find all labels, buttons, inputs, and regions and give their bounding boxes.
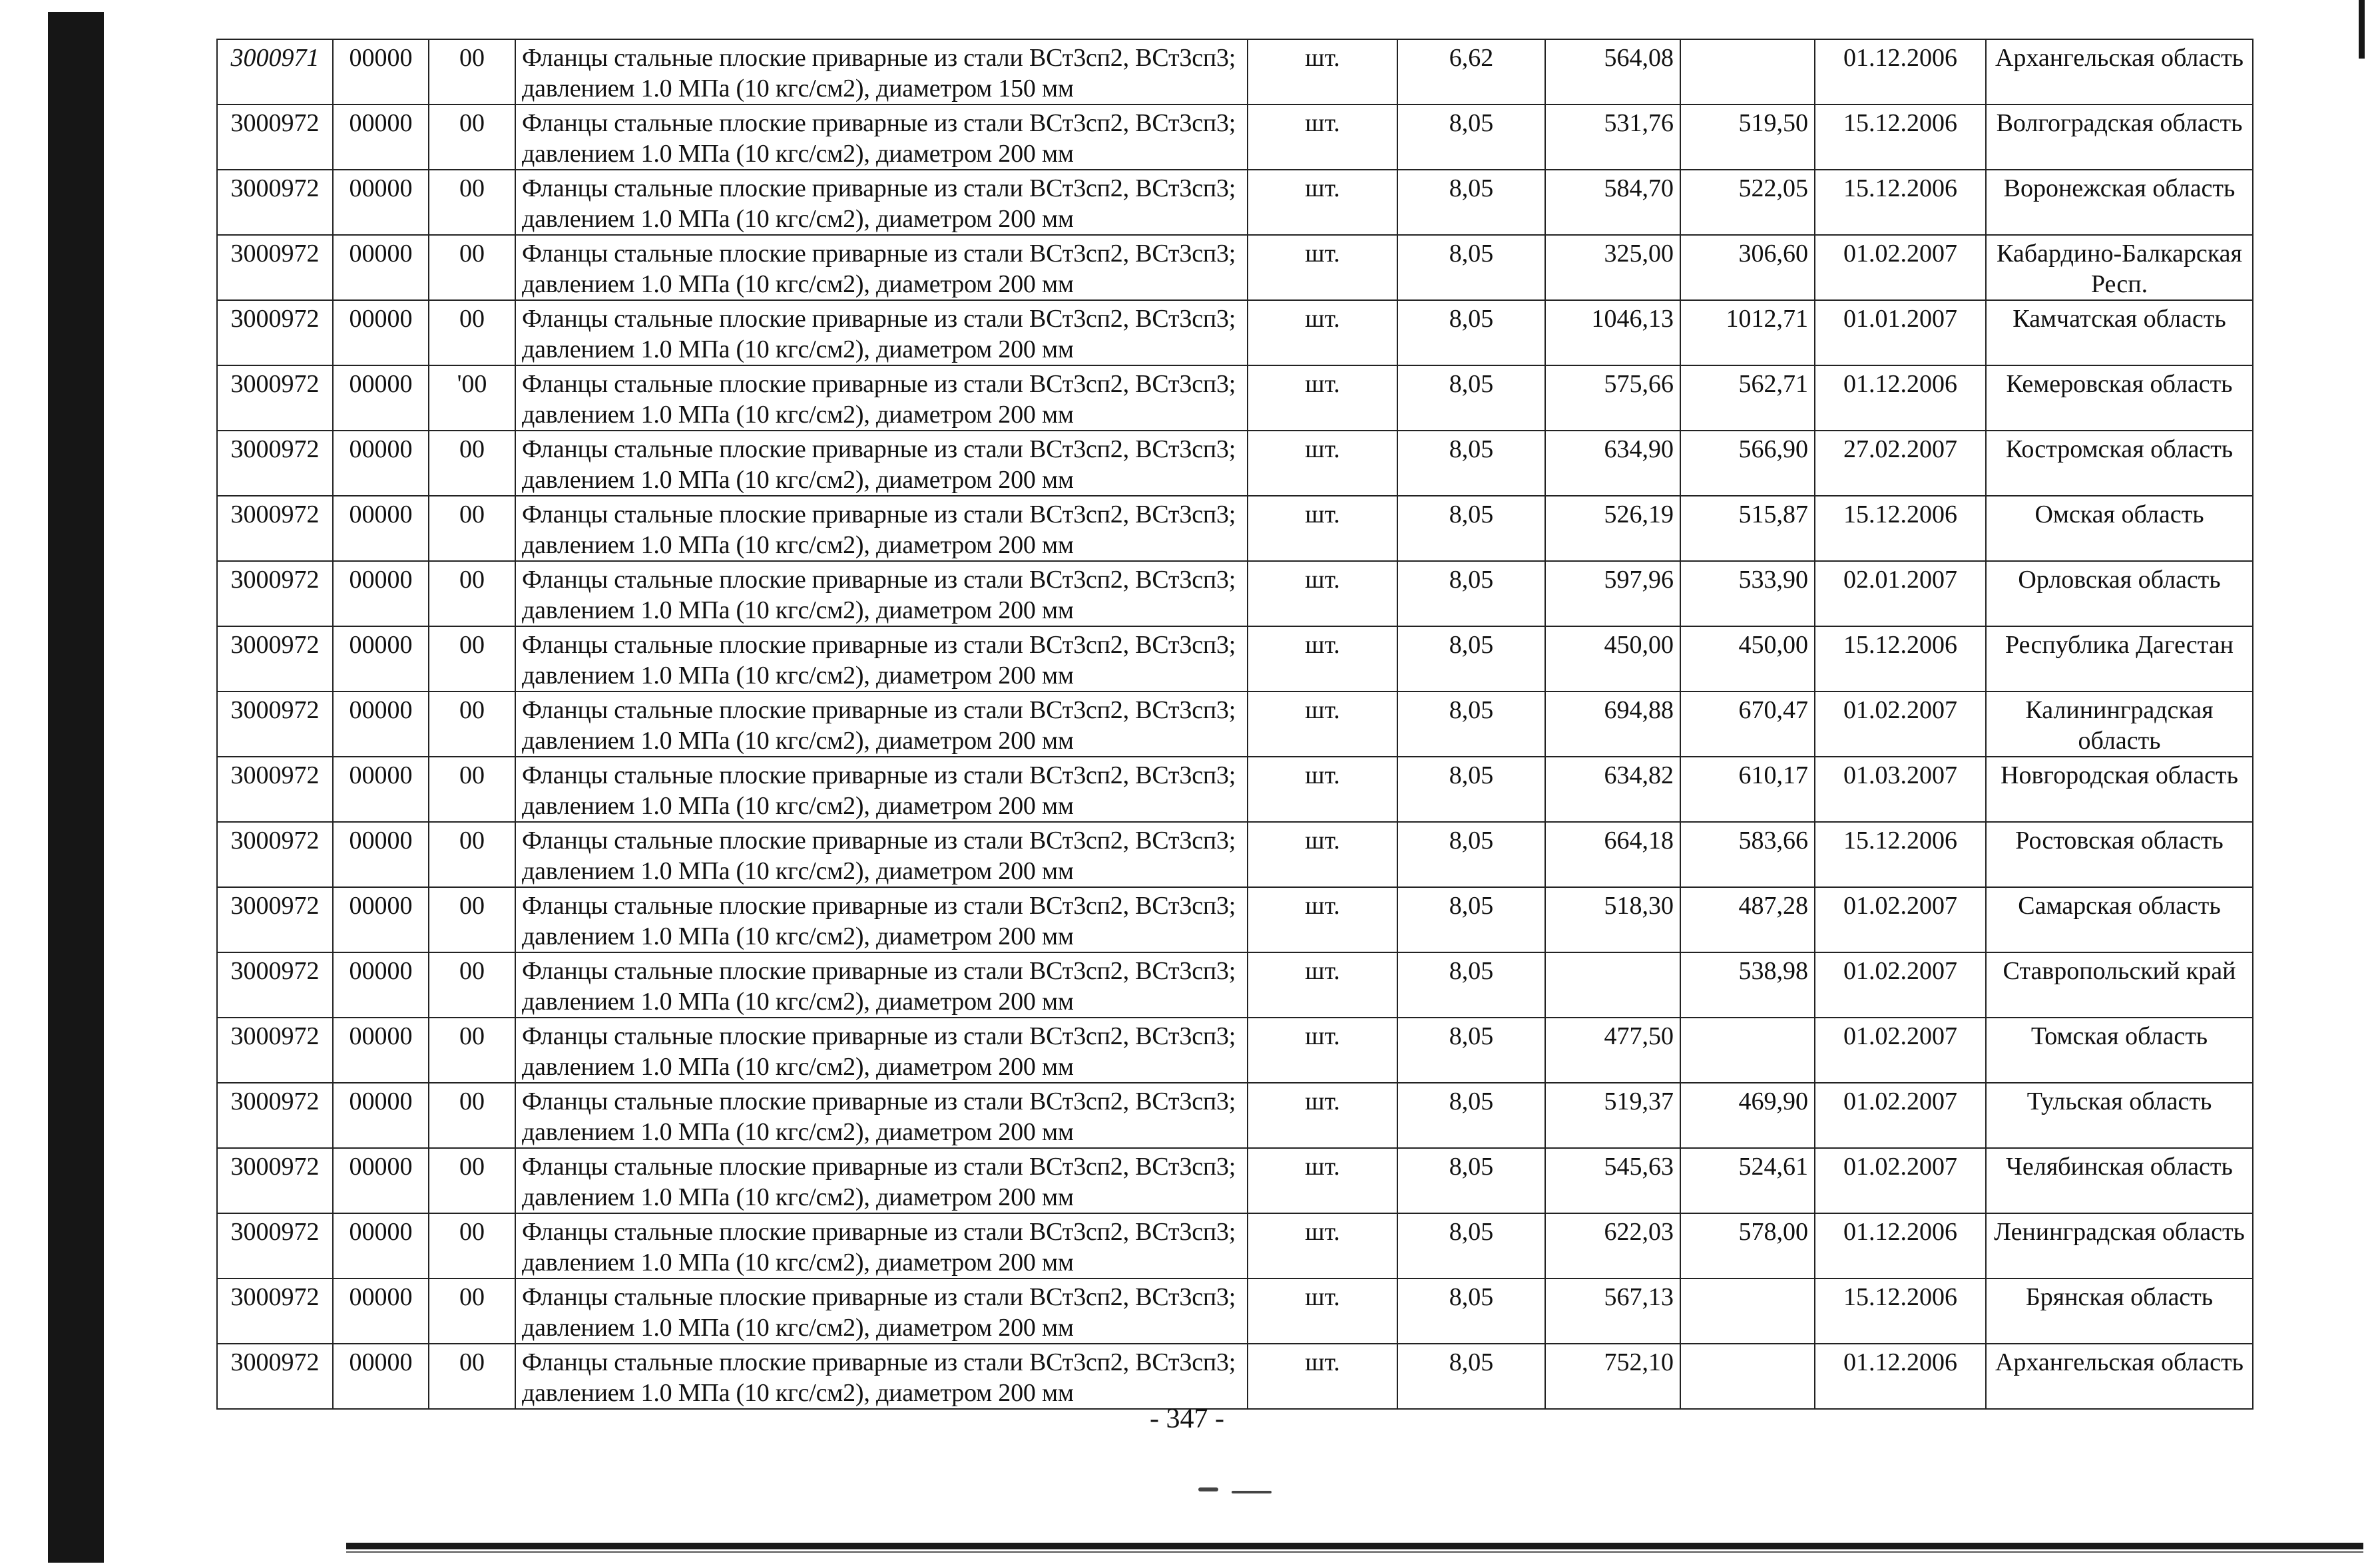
cell-unit: шт. [1248,1344,1397,1409]
cell-variant: 00 [429,757,515,822]
cell-description: Фланцы стальные плоские приварные из стали ВСт3сп2, ВСт3сп3; давлением 1.0 МПа (10 кгс/см2), диаметром 150 мм [515,39,1248,104]
cell-price-1: 597,96 [1545,561,1680,626]
table-row [217,39,2253,104]
cell-price-2: 610,17 [1680,757,1815,822]
cell-description: Фланцы стальные плоские приварные из стали ВСт3сп2, ВСт3сп3; давлением 1.0 МПа (10 кгс/см2), диаметром 200 мм [515,1018,1248,1083]
table-row [217,626,2253,691]
cell-date: 15.12.2006 [1815,1278,1986,1344]
cell-price-1 [1545,952,1680,1018]
cell-price-2: 522,05 [1680,170,1815,235]
scan-smudge [1198,1487,1218,1491]
cell-variant: 00 [429,691,515,757]
cell-code: 3000972 [217,1148,333,1213]
cell-price-2: 670,47 [1680,691,1815,757]
cell-price-1: 518,30 [1545,887,1680,952]
cell-unit: шт. [1248,1148,1397,1213]
cell-weight: 8,05 [1397,757,1545,822]
cell-code: 3000972 [217,1344,333,1409]
cell-date: 01.02.2007 [1815,1018,1986,1083]
cell-price-1: 450,00 [1545,626,1680,691]
cell-price-1: 622,03 [1545,1213,1680,1278]
cell-variant: 00 [429,1148,515,1213]
cell-price-1: 694,88 [1545,691,1680,757]
cell-region: Кемеровская область [1986,365,2253,431]
cell-weight: 8,05 [1397,431,1545,496]
table-row [217,235,2253,300]
cell-price-2: 515,87 [1680,496,1815,561]
cell-region: Ростовская область [1986,822,2253,887]
cell-weight: 8,05 [1397,952,1545,1018]
scan-edge-shadow [48,12,104,1563]
cell-code: 3000972 [217,691,333,757]
cell-price-1: 584,70 [1545,170,1680,235]
cell-subcode: 00000 [333,561,429,626]
cell-weight: 8,05 [1397,1278,1545,1344]
cell-unit: шт. [1248,431,1397,496]
cell-region: Тульская область [1986,1083,2253,1148]
cell-unit: шт. [1248,691,1397,757]
cell-region: Новгородская область [1986,757,2253,822]
cell-weight: 8,05 [1397,300,1545,365]
cell-subcode: 00000 [333,104,429,170]
cell-subcode: 00000 [333,365,429,431]
cell-price-2: 487,28 [1680,887,1815,952]
cell-code: 3000972 [217,235,333,300]
cell-price-1: 1046,13 [1545,300,1680,365]
cell-subcode: 00000 [333,1148,429,1213]
cell-weight: 8,05 [1397,1148,1545,1213]
bottom-rule [346,1543,2363,1549]
cell-subcode: 00000 [333,1278,429,1344]
cell-weight: 8,05 [1397,887,1545,952]
cell-weight: 8,05 [1397,561,1545,626]
cell-code: 3000972 [217,822,333,887]
cell-description: Фланцы стальные плоские приварные из стали ВСт3сп2, ВСт3сп3; давлением 1.0 МПа (10 кгс/см2), диаметром 200 мм [515,626,1248,691]
cell-price-2: 578,00 [1680,1213,1815,1278]
cell-description: Фланцы стальные плоские приварные из стали ВСт3сп2, ВСт3сп3; давлением 1.0 МПа (10 кгс/см2), диаметром 200 мм [515,300,1248,365]
cell-date: 15.12.2006 [1815,626,1986,691]
cell-unit: шт. [1248,496,1397,561]
cell-date: 15.12.2006 [1815,104,1986,170]
cell-subcode: 00000 [333,300,429,365]
cell-subcode: 00000 [333,822,429,887]
cell-price-1: 752,10 [1545,1344,1680,1409]
table-row [217,104,2253,170]
cell-subcode: 00000 [333,235,429,300]
cell-date: 01.03.2007 [1815,757,1986,822]
cell-subcode: 00000 [333,1018,429,1083]
table-row [217,1083,2253,1148]
cell-price-2: 533,90 [1680,561,1815,626]
cell-code: 3000972 [217,1213,333,1278]
cell-unit: шт. [1248,887,1397,952]
cell-date: 01.02.2007 [1815,691,1986,757]
cell-description: Фланцы стальные плоские приварные из стали ВСт3сп2, ВСт3сп3; давлением 1.0 МПа (10 кгс/см2), диаметром 200 мм [515,757,1248,822]
table-row [217,496,2253,561]
cell-region: Воронежская область [1986,170,2253,235]
cell-region: Орловская область [1986,561,2253,626]
cell-subcode: 00000 [333,691,429,757]
cell-date: 15.12.2006 [1815,170,1986,235]
cell-weight: 8,05 [1397,496,1545,561]
cell-price-2: 519,50 [1680,104,1815,170]
cell-region: Брянская область [1986,1278,2253,1344]
cell-variant: 00 [429,300,515,365]
cell-code: 3000972 [217,561,333,626]
cell-region: Самарская область [1986,887,2253,952]
cell-price-1: 545,63 [1545,1148,1680,1213]
cell-region: Ленинградская область [1986,1213,2253,1278]
cell-price-1: 634,82 [1545,757,1680,822]
cell-description: Фланцы стальные плоские приварные из стали ВСт3сп2, ВСт3сп3; давлением 1.0 МПа (10 кгс/см2), диаметром 200 мм [515,822,1248,887]
cell-description: Фланцы стальные плоские приварные из стали ВСт3сп2, ВСт3сп3; давлением 1.0 МПа (10 кгс/см2), диаметром 200 мм [515,431,1248,496]
cell-variant: 00 [429,1278,515,1344]
cell-unit: шт. [1248,822,1397,887]
cell-date: 01.02.2007 [1815,1148,1986,1213]
cell-subcode: 00000 [333,887,429,952]
cell-variant: 00 [429,561,515,626]
cell-subcode: 00000 [333,496,429,561]
scan-edge-mark [2359,0,2365,59]
cell-description: Фланцы стальные плоские приварные из стали ВСт3сп2, ВСт3сп3; давлением 1.0 МПа (10 кгс/см2), диаметром 200 мм [515,170,1248,235]
cell-variant: 00 [429,431,515,496]
cell-price-1: 575,66 [1545,365,1680,431]
cell-code: 3000972 [217,626,333,691]
cell-variant: 00 [429,235,515,300]
cell-date: 02.01.2007 [1815,561,1986,626]
cell-date: 01.02.2007 [1815,1083,1986,1148]
cell-unit: шт. [1248,952,1397,1018]
cell-description: Фланцы стальные плоские приварные из стали ВСт3сп2, ВСт3сп3; давлением 1.0 МПа (10 кгс/см2), диаметром 200 мм [515,887,1248,952]
cell-description: Фланцы стальные плоские приварные из стали ВСт3сп2, ВСт3сп3; давлением 1.0 МПа (10 кгс/см2), диаметром 200 мм [515,496,1248,561]
cell-price-2 [1680,39,1815,104]
cell-variant: 00 [429,104,515,170]
cell-price-1: 325,00 [1545,235,1680,300]
bottom-rule-thin [346,1551,2363,1553]
cell-region: Костромская область [1986,431,2253,496]
cell-price-2: 562,71 [1680,365,1815,431]
cell-variant: 00 [429,952,515,1018]
table-row [217,757,2253,822]
cell-unit: шт. [1248,235,1397,300]
cell-price-2 [1680,1278,1815,1344]
cell-unit: шт. [1248,39,1397,104]
cell-unit: шт. [1248,1083,1397,1148]
table-row [217,561,2253,626]
cell-date: 01.12.2006 [1815,1213,1986,1278]
table-row [217,887,2253,952]
table-row [217,952,2253,1018]
cell-unit: шт. [1248,1213,1397,1278]
cell-description: Фланцы стальные плоские приварные из стали ВСт3сп2, ВСт3сп3; давлением 1.0 МПа (10 кгс/см2), диаметром 200 мм [515,1278,1248,1344]
cell-weight: 8,05 [1397,822,1545,887]
table-row [217,1344,2253,1409]
scan-smudge [1232,1491,1272,1493]
cell-variant: 00 [429,822,515,887]
cell-code: 3000972 [217,365,333,431]
cell-price-1: 564,08 [1545,39,1680,104]
cell-description: Фланцы стальные плоские приварные из стали ВСт3сп2, ВСт3сп3; давлением 1.0 МПа (10 кгс/см2), диаметром 200 мм [515,1148,1248,1213]
cell-region: Волгоградская область [1986,104,2253,170]
cell-region: Омская область [1986,496,2253,561]
cell-price-2: 566,90 [1680,431,1815,496]
cell-description: Фланцы стальные плоские приварные из стали ВСт3сп2, ВСт3сп3; давлением 1.0 МПа (10 кгс/см2), диаметром 200 мм [515,1344,1248,1409]
cell-variant: 00 [429,1213,515,1278]
cell-price-2 [1680,1344,1815,1409]
cell-unit: шт. [1248,300,1397,365]
cell-price-2: 469,90 [1680,1083,1815,1148]
cell-description: Фланцы стальные плоские приварные из стали ВСт3сп2, ВСт3сп3; давлением 1.0 МПа (10 кгс/см2), диаметром 200 мм [515,691,1248,757]
cell-unit: шт. [1248,561,1397,626]
table-row [217,300,2253,365]
table-row [217,1278,2253,1344]
cell-weight: 8,05 [1397,1344,1545,1409]
price-table [216,39,2254,1410]
cell-price-1: 477,50 [1545,1018,1680,1083]
cell-code: 3000971 [217,39,333,104]
cell-price-2: 306,60 [1680,235,1815,300]
cell-weight: 8,05 [1397,104,1545,170]
cell-description: Фланцы стальные плоские приварные из стали ВСт3сп2, ВСт3сп3; давлением 1.0 МПа (10 кгс/см2), диаметром 200 мм [515,1213,1248,1278]
cell-weight: 8,05 [1397,1213,1545,1278]
table-row [217,1018,2253,1083]
cell-subcode: 00000 [333,1083,429,1148]
cell-region: Томская область [1986,1018,2253,1083]
cell-code: 3000972 [217,1278,333,1344]
page-number: - 347 - [1150,1404,1224,1434]
cell-unit: шт. [1248,757,1397,822]
cell-description: Фланцы стальные плоские приварные из стали ВСт3сп2, ВСт3сп3; давлением 1.0 МПа (10 кгс/см2), диаметром 200 мм [515,104,1248,170]
cell-variant: 00 [429,1344,515,1409]
cell-weight: 8,05 [1397,691,1545,757]
cell-price-2: 538,98 [1680,952,1815,1018]
cell-unit: шт. [1248,365,1397,431]
cell-description: Фланцы стальные плоские приварные из стали ВСт3сп2, ВСт3сп3; давлением 1.0 МПа (10 кгс/см2), диаметром 200 мм [515,1083,1248,1148]
table-row [217,170,2253,235]
cell-subcode: 00000 [333,431,429,496]
cell-region: Ставропольский край [1986,952,2253,1018]
cell-code: 3000972 [217,170,333,235]
table-row [217,431,2253,496]
cell-region: Челябинская область [1986,1148,2253,1213]
cell-price-2: 1012,71 [1680,300,1815,365]
cell-date: 01.02.2007 [1815,235,1986,300]
cell-region: Калининградская область [1986,691,2253,757]
cell-unit: шт. [1248,104,1397,170]
cell-unit: шт. [1248,1278,1397,1344]
cell-subcode: 00000 [333,1213,429,1278]
cell-code: 3000972 [217,757,333,822]
table-row [217,822,2253,887]
cell-date: 01.01.2007 [1815,300,1986,365]
cell-price-1: 531,76 [1545,104,1680,170]
cell-subcode: 00000 [333,952,429,1018]
cell-subcode: 00000 [333,757,429,822]
cell-weight: 8,05 [1397,1018,1545,1083]
cell-date: 15.12.2006 [1815,496,1986,561]
cell-price-1: 634,90 [1545,431,1680,496]
cell-code: 3000972 [217,952,333,1018]
cell-price-2: 583,66 [1680,822,1815,887]
cell-weight: 8,05 [1397,170,1545,235]
cell-code: 3000972 [217,1018,333,1083]
cell-weight: 8,05 [1397,365,1545,431]
cell-price-1: 567,13 [1545,1278,1680,1344]
cell-description: Фланцы стальные плоские приварные из стали ВСт3сп2, ВСт3сп3; давлением 1.0 МПа (10 кгс/см2), диаметром 200 мм [515,952,1248,1018]
cell-weight: 8,05 [1397,1083,1545,1148]
cell-region: Камчатская область [1986,300,2253,365]
cell-price-2 [1680,1018,1815,1083]
cell-date: 01.12.2006 [1815,365,1986,431]
cell-region: Кабардино-Балкарская Респ. [1986,235,2253,300]
cell-variant: 00 [429,496,515,561]
cell-weight: 6,62 [1397,39,1545,104]
cell-code: 3000972 [217,496,333,561]
cell-unit: шт. [1248,1018,1397,1083]
cell-price-2: 524,61 [1680,1148,1815,1213]
cell-code: 3000972 [217,300,333,365]
cell-date: 01.02.2007 [1815,887,1986,952]
table-row [217,1148,2253,1213]
cell-region: Республика Дагестан [1986,626,2253,691]
cell-code: 3000972 [217,104,333,170]
cell-subcode: 00000 [333,626,429,691]
cell-unit: шт. [1248,170,1397,235]
cell-subcode: 00000 [333,1344,429,1409]
table-row [217,1213,2253,1278]
cell-subcode: 00000 [333,39,429,104]
cell-date: 27.02.2007 [1815,431,1986,496]
cell-date: 15.12.2006 [1815,822,1986,887]
cell-code: 3000972 [217,887,333,952]
table-row [217,365,2253,431]
cell-variant: 00 [429,626,515,691]
cell-variant: 00 [429,887,515,952]
cell-variant: 00 [429,39,515,104]
cell-variant: 00 [429,1018,515,1083]
cell-region: Архангельская область [1986,39,2253,104]
cell-subcode: 00000 [333,170,429,235]
cell-description: Фланцы стальные плоские приварные из стали ВСт3сп2, ВСт3сп3; давлением 1.0 МПа (10 кгс/см2), диаметром 200 мм [515,561,1248,626]
cell-code: 3000972 [217,431,333,496]
cell-unit: шт. [1248,626,1397,691]
cell-code: 3000972 [217,1083,333,1148]
cell-price-1: 519,37 [1545,1083,1680,1148]
table-body [217,39,2253,1409]
cell-region: Архангельская область [1986,1344,2253,1409]
cell-price-2: 450,00 [1680,626,1815,691]
cell-variant: '00 [429,365,515,431]
cell-date: 01.12.2006 [1815,39,1986,104]
cell-description: Фланцы стальные плоские приварные из стали ВСт3сп2, ВСт3сп3; давлением 1.0 МПа (10 кгс/см2), диаметром 200 мм [515,235,1248,300]
cell-date: 01.02.2007 [1815,952,1986,1018]
cell-date: 01.12.2006 [1815,1344,1986,1409]
cell-variant: 00 [429,170,515,235]
cell-price-1: 526,19 [1545,496,1680,561]
cell-price-1: 664,18 [1545,822,1680,887]
table-row [217,691,2253,757]
cell-weight: 8,05 [1397,626,1545,691]
cell-variant: 00 [429,1083,515,1148]
cell-description: Фланцы стальные плоские приварные из стали ВСт3сп2, ВСт3сп3; давлением 1.0 МПа (10 кгс/см2), диаметром 200 мм [515,365,1248,431]
cell-weight: 8,05 [1397,235,1545,300]
